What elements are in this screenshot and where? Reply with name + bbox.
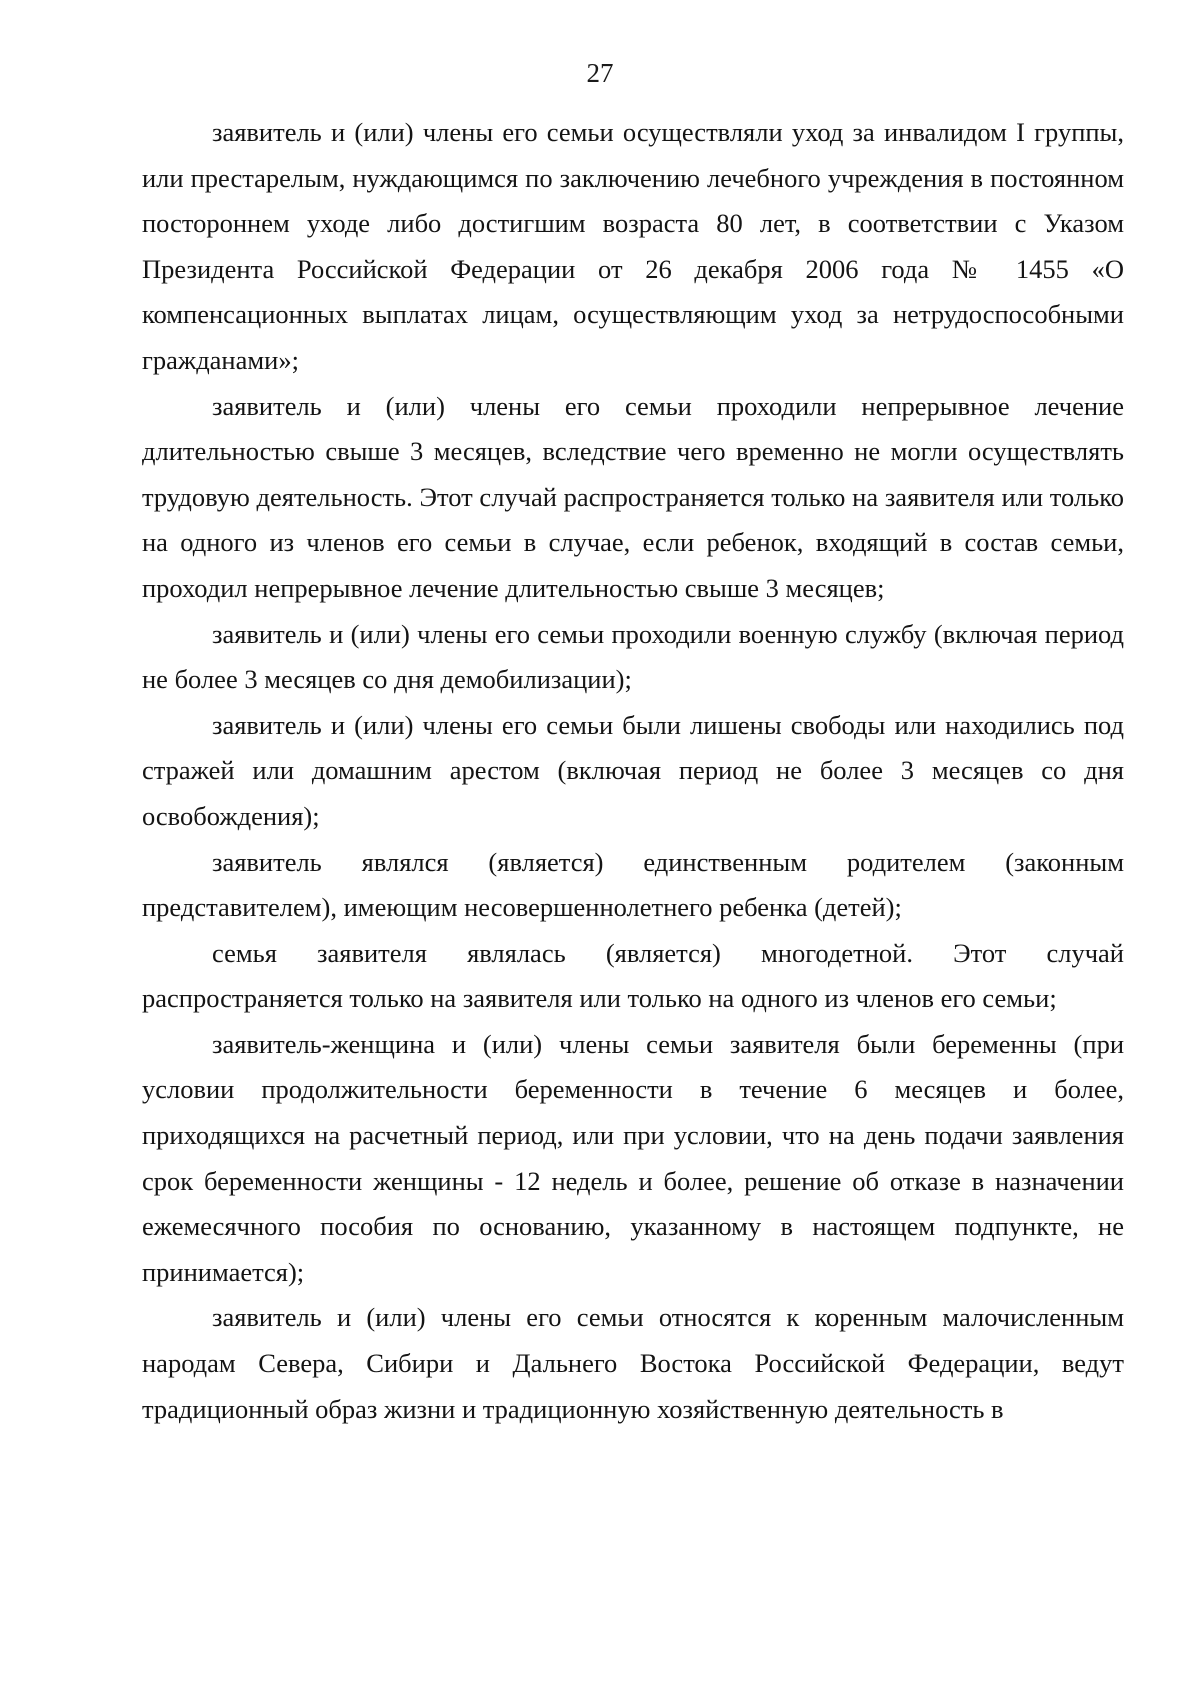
paragraph-military-service: заявитель и (или) члены его семьи проходили военную службу (включая период не более 3 месяцев со дня демобилизации); — [142, 618, 1124, 695]
paragraph-indigenous-peoples: заявитель и (или) члены его семьи относятся к коренным малочисленным народам Севера, Сибири и Дальнего Востока Российской Федерации, ведут традиционный образ жизни и традиционную хозяйственную деятельность в — [142, 1302, 1124, 1424]
paragraph-imprisonment: заявитель и (или) члены его семьи были лишены свободы или находились под стражей или домашним арестом (включая период не более 3 месяцев со дня освобождения); — [142, 709, 1124, 831]
paragraph-single-parent: заявитель являлся (является) единственным родителем (законным представителем), имеющим несовершеннолетнего ребенка (детей); — [142, 846, 1124, 923]
paragraph-caregiving: заявитель и (или) члены его семьи осуществляли уход за инвалидом I группы, или престарелым, нуждающимся по заключению лечебного учреждения в постоянном постороннем уходе либо достигшим возраста 80 лет, в соответствии с Указом Президента Российской Федерации от 26 декабря 2006 года № 1455 «О компенсационных выплатах лицам, осуществляющим уход за нетрудоспособными гражданами»; — [142, 117, 1124, 375]
paragraph-medical-treatment: заявитель и (или) члены его семьи проходили непрерывное лечение длительностью свыше 3 месяцев, вследствие чего временно не могли осуществлять трудовую деятельность. Этот случай распространяется только на заявителя или только на одного из членов его семьи в случае, если ребенок, входящий в состав семьи, проходил непрерывное лечение длительностью свыше 3 месяцев; — [142, 390, 1124, 603]
paragraph-large-family: семья заявителя являлась (является) многодетной. Этот случай распространяется только на заявителя или только на одного из членов его семьи; — [142, 937, 1124, 1014]
page-number: 27 — [586, 58, 614, 88]
paragraph-pregnancy: заявитель-женщина и (или) члены семьи заявителя были беременны (при условии продолжительности беременности в течение 6 месяцев и более, приходящихся на расчетный период, или при условии, что на день подачи заявления срок беременности женщины - 12 недель и более, решение об отказе в назначении ежемесячного пособия по основанию, указанному в настоящем подпункте, не принимается); — [142, 1028, 1124, 1287]
document-body — [142, 110, 1124, 1432]
